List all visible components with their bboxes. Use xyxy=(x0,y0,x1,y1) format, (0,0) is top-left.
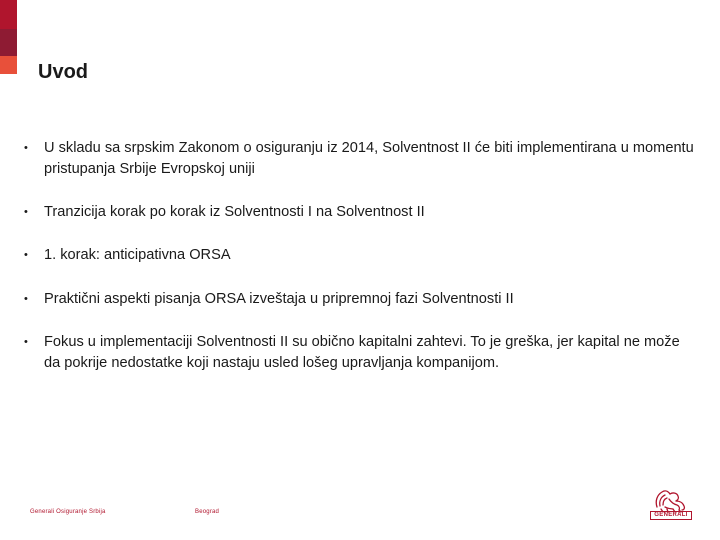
bullet-text: Fokus u implementaciji Solventnosti II su obično kapitalni zahtevi. To je greška, jer kapital ne može da pokrije nedostatke koji nastaju usled lošeg upravljanja kompanijom. xyxy=(44,334,680,371)
bullet-marker: • xyxy=(24,336,28,348)
bullet-text: 1. korak: anticipativna ORSA xyxy=(44,247,231,263)
accent-bar-middle xyxy=(0,29,17,56)
logo-wordmark: GENERALI xyxy=(650,511,692,520)
bullet-text: Tranzicija korak po korak iz Solventnosti I na Solventnost II xyxy=(44,204,425,220)
bullet-text: U skladu sa srpskim Zakonom o osiguranju iz 2014, Solventnost II će biti implementirana u momentu pristupanja Srbije Evropskoj uniji xyxy=(44,140,694,177)
slide-title: Uvod xyxy=(38,61,88,83)
bullet-marker: • xyxy=(24,142,28,154)
accent-bar-bottom xyxy=(0,56,17,74)
bullet-item xyxy=(24,138,694,180)
bullet-item xyxy=(24,245,694,266)
bullet-list xyxy=(24,138,694,374)
bullet-item xyxy=(24,202,694,223)
bullet-marker: • xyxy=(24,293,28,305)
footer-location: Beograd xyxy=(195,509,220,515)
bullet-marker: • xyxy=(24,206,28,218)
bullet-marker: • xyxy=(24,249,28,261)
accent-bar-top xyxy=(0,0,17,29)
bullet-item xyxy=(24,332,694,374)
bullet-text: Praktični aspekti pisanja ORSA izveštaja u pripremnoj fazi Solventnosti II xyxy=(44,291,514,307)
bullet-item xyxy=(24,289,694,310)
footer-company: Generali Osiguranje Srbija xyxy=(30,509,106,515)
